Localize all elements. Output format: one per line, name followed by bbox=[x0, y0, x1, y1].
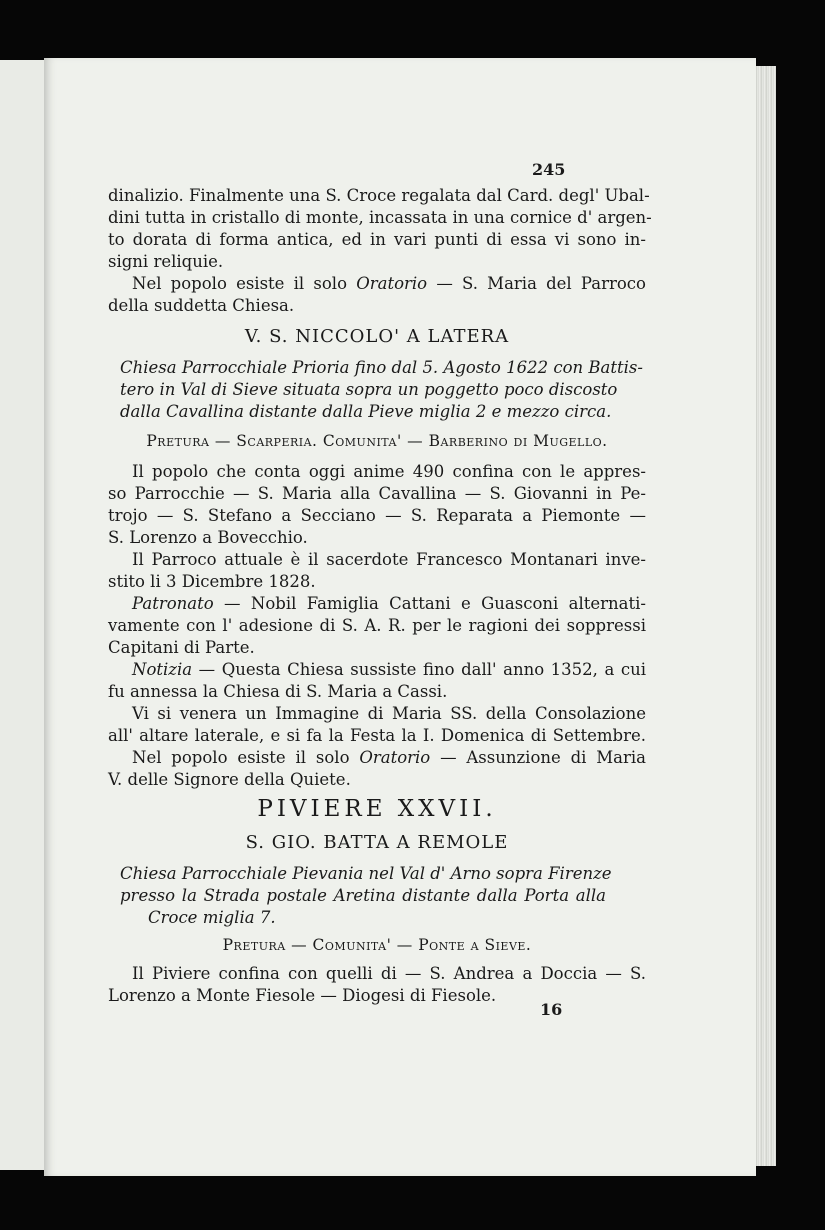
text-line: fu annessa la Chiesa di S. Maria a Cassi. bbox=[108, 682, 448, 701]
book-page bbox=[44, 58, 756, 1176]
text-line: V. delle Signore della Quiete. bbox=[108, 770, 351, 789]
pretura-line: Pretura — Comunita' — Ponte a Sieve. bbox=[222, 936, 532, 954]
text-line: so Parrocchie — S. Maria alla Cavallina — S. Giovanni in Pe- bbox=[108, 484, 646, 503]
text-line: della suddetta Chiesa. bbox=[108, 296, 295, 315]
oratorio-line: Nel popolo esiste il solo Oratorio — Assunzione di Maria bbox=[132, 748, 647, 767]
page-number: 245 bbox=[532, 160, 566, 179]
church-description: dalla Cavallina distante dalla Pieve miglia 2 e mezzo circa. bbox=[120, 402, 612, 421]
patronato-line: Patronato — Nobil Famiglia Cattani e Guasconi alternati- bbox=[132, 594, 646, 613]
text-line: Vi si venera un Immagine di Maria SS. della Consolazione bbox=[132, 704, 646, 723]
text-line: S. Lorenzo a Bovecchio. bbox=[108, 528, 308, 547]
text-line: vamente con l' adesione di S. A. R. per le ragioni dei soppressi bbox=[108, 616, 646, 635]
text-line: to dorata di forma antica, ed in vari punti di essa vi sono in- bbox=[108, 230, 646, 249]
text-line: Nel popolo esiste il solo Oratorio — S. Maria del Parroco bbox=[132, 274, 646, 293]
section-heading: V. S. NICCOLO' A LATERA bbox=[244, 326, 510, 347]
church-description: tero in Val di Sieve situata sopra un poggetto poco discosto bbox=[120, 380, 618, 399]
text-line: dini tutta in cristallo di monte, incassata in una cornice d' argen- bbox=[108, 208, 652, 227]
signature-mark: 16 bbox=[540, 1000, 563, 1019]
text-line: Capitani di Parte. bbox=[108, 638, 255, 657]
text-line: Il Parroco attuale è il sacerdote Francesco Montanari inve- bbox=[132, 550, 646, 569]
text-line: trojo — S. Stefano a Secciano — S. Reparata a Piemonte — bbox=[108, 506, 646, 525]
text-line: signi reliquie. bbox=[108, 252, 224, 271]
piviere-heading: PIVIERE XXVII. bbox=[257, 796, 497, 822]
text-line: Lorenzo a Monte Fiesole — Diogesi di Fiesole. bbox=[108, 986, 497, 1005]
text-line: dinalizio. Finalmente una S. Croce regalata dal Card. degl' Ubal- bbox=[108, 186, 650, 205]
pretura-line: Pretura — Scarperia. Comunita' — Barberino di Mugello. bbox=[146, 432, 608, 450]
text-line: Il popolo che conta oggi anime 490 confina con le appres- bbox=[132, 462, 646, 481]
text-line: Il Piviere confina con quelli di — S. Andrea a Doccia — S. bbox=[132, 964, 646, 983]
text-line: all' altare laterale, e si fa la Festa la I. Domenica di Settembre. bbox=[108, 726, 646, 745]
text-line: stito li 3 Dicembre 1828. bbox=[108, 572, 316, 591]
church-description: Chiesa Parrocchiale Prioria fino dal 5. Agosto 1622 con Battis- bbox=[120, 358, 643, 377]
church-description: Croce miglia 7. bbox=[148, 908, 276, 927]
church-description: Chiesa Parrocchiale Pievania nel Val d' Arno sopra Firenze bbox=[120, 864, 612, 883]
church-description: presso la Strada postale Aretina distante dalla Porta alla bbox=[120, 886, 606, 905]
section-heading: S. GIO. BATTA A REMOLE bbox=[245, 832, 509, 853]
notizia-line: Notizia — Questa Chiesa sussiste fino dall' anno 1352, a cui bbox=[132, 660, 646, 679]
